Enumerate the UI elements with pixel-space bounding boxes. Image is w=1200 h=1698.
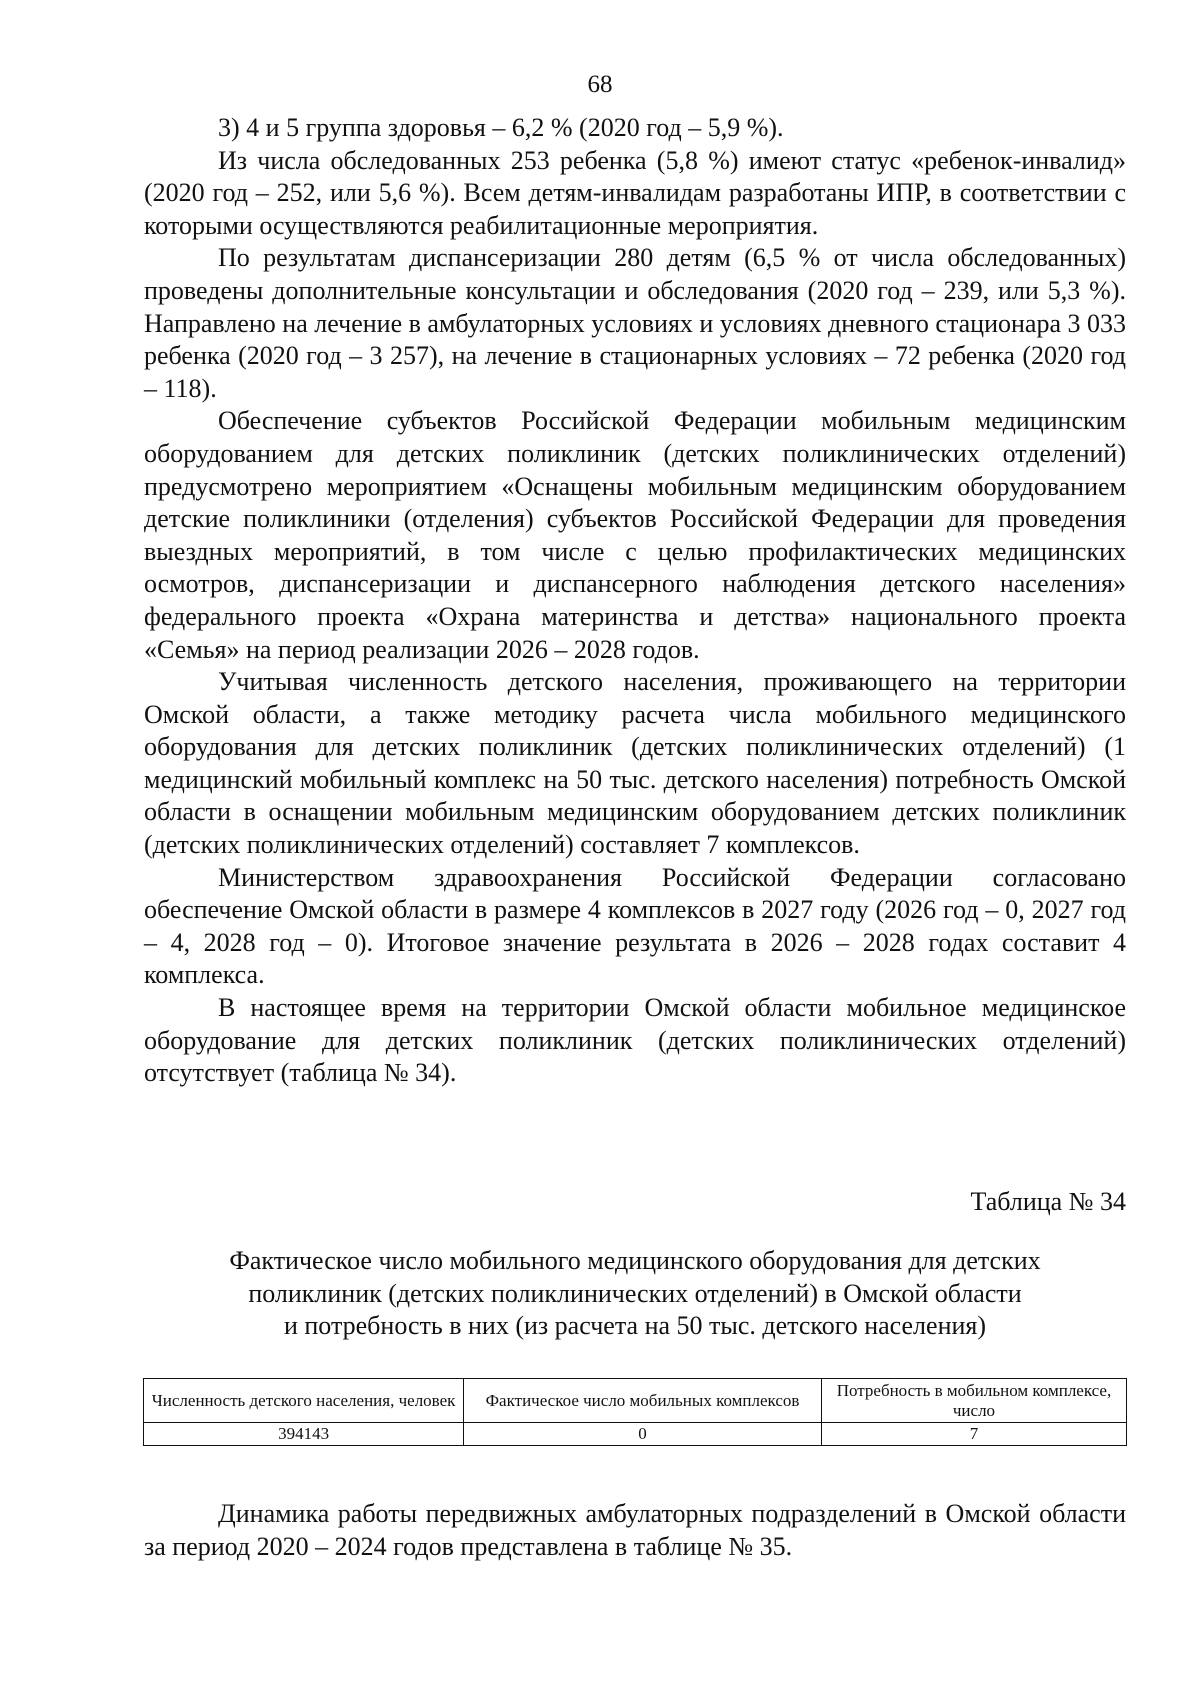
paragraph-dispensary-results: По результатам диспансеризации 280 детям (6,5 % от числа обследованных) проведены дополнительные консультации и обследования (2020 год – 239, или 5,3 %). Направлено на лечение в амбулаторных условиях и условиях дневного стационара 3 033 ребенка (2020 год – 3 257), на лечение в стационарных условиях – 72 ребенка (2020 год – 118). (144, 243, 1126, 403)
paragraph-ministry-agreement: Министерством здравоохранения Российской Федерации согласовано обеспечение Омской области в размере 4 комплексов в 2027 году (2026 год – 0, 2027 год – 4, 2028 год – 0). Итоговое значение результата в 2026 – 2028 годах составит 4 комплекса. (144, 862, 1126, 990)
body-text (144, 112, 1126, 1090)
paragraph-mobile-equipment-provision: Обеспечение субъектов Российской Федерации мобильным медицинским оборудованием для детских поликлиник (детских поликлинических отделений) предусмотрено мероприятием «Оснащены мобильным медицинским оборудованием детские поликлиники (отделения) субъектов Российской Федерации для проведения выездных мероприятий, в том числе с целью профилактических медицинских осмотров, диспансеризации и диспансерного наблюдения детского населения» федерального проекта «Охрана материнства и детства» национального проекта «Семья» на период реализации 2026 – 2028 годов. (144, 406, 1126, 664)
table-title-line: и потребность в них (из расчета на 50 тыс. детского населения) (283, 1311, 987, 1340)
paragraph-dynamics-reference: Динамика работы передвижных амбулаторных подразделений в Омской области за период 2020 – 2024 годов представлена в таблице № 35. (144, 1499, 1126, 1561)
column-header-child-population: Численность детского населения, человек (144, 1379, 464, 1423)
table-row (144, 1423, 1127, 1446)
table-title-line: поликлиник (детских поликлинических отделений) в Омской области (248, 1278, 1022, 1308)
table-title (144, 1245, 1126, 1343)
table-cell-child-population: 394143 (144, 1423, 464, 1446)
table-title-line: Фактическое число мобильного медицинского оборудования для детских (229, 1246, 1041, 1275)
table-cell-need: 7 (821, 1423, 1126, 1446)
closing-text (144, 1498, 1126, 1563)
table-header-row (144, 1379, 1127, 1423)
paragraph-health-group: 3) 4 и 5 группа здоровья – 6,2 % (2020 год – 5,9 %). (218, 113, 784, 142)
paragraph-disabled-children: Из числа обследованных 253 ребенка (5,8 %) имеют статус «ребенок-инвалид» (2020 год – 252, или 5,6 %). Всем детям-инвалидам разработаны ИПР, в соответствии с которыми осуществляются реабилитационные мероприятия. (144, 145, 1126, 240)
column-header-need: Потребность в мобильном комплексе, число (821, 1379, 1126, 1423)
page-number: 68 (587, 71, 613, 98)
mobile-equipment-table (143, 1378, 1127, 1446)
table-label: Таблица № 34 (970, 1187, 1126, 1216)
column-header-actual-complexes: Фактическое число мобильных комплексов (464, 1379, 822, 1423)
table-cell-actual-complexes: 0 (464, 1423, 822, 1446)
paragraph-current-state: В настоящее время на территории Омской области мобильное медицинское оборудование для детских поликлиник (детских поликлинических отделений) отсутствует (таблица № 34). (144, 993, 1126, 1088)
paragraph-omsk-need: Учитывая численность детского населения, проживающего на территории Омской области, а также методику расчета числа мобильного медицинского оборудования для детских поликлиник (детских поликлинических отделений) (1 медицинский мобильный комплекс на 50 тыс. детского населения) потребность Омской области в оснащении мобильным медицинским оборудованием детских поликлиник (детских поликлинических отделений) составляет 7 комплексов. (144, 667, 1126, 860)
